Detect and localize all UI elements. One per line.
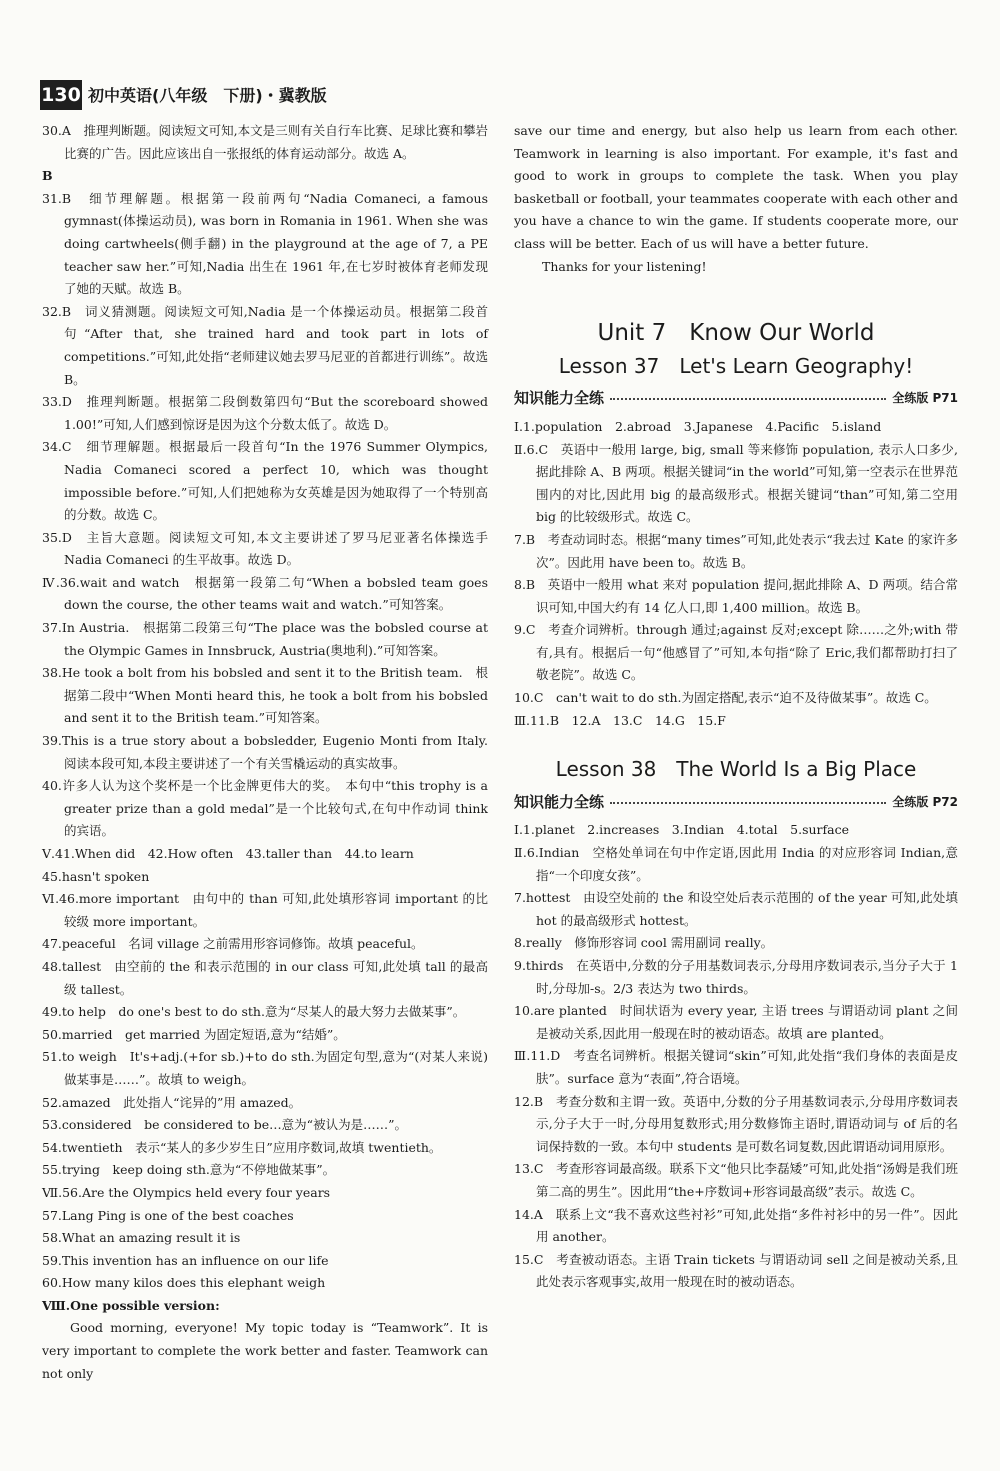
answer-item: 38.He took a bolt from his bobsled and sent it to the British team. 根据第二段中“When Monti heard this, he took a bolt from his bobsled and sent it to the British team.”可知答案。 (42, 665, 488, 726)
essay-paragraph: Thanks for your listening! (542, 258, 707, 274)
answer-item: 37.In Austria. 根据第二段第三句“The place was the bobsled course at the Olympic Games in Innsbruck, Austria(奥地利).”可知答案。 (42, 620, 488, 658)
unit-title: Unit 7 Know Our World (597, 320, 875, 347)
answer-item: Ⅵ.46.more important 由句中的 than 可知,此处填形容词 important 的比较级 more important。 (42, 891, 488, 929)
answer-item: 40.许多人认为这个奖杯是一个比金牌更伟大的奖。 本句中“this trophy is a greater prize than a gold medal”是一个比较句式,在句中作动词 think 的宾语。 (42, 778, 488, 839)
answer-item: 7.hottest 由设空处前的 the 和设空处后表示范围的 of the year 可知,此处填 hot 的最高级形式 hottest。 (514, 890, 958, 928)
answer-item: Ⅰ.1.population 2.abroad 3.Japanese 4.Pacific 5.island (514, 418, 882, 434)
answer-item: 9.thirds 在英语中,分数的分子用基数词表示,分母用序数词表示,当分子大于 1 时,分母加-s。2/3 表达为 two thirds。 (514, 958, 958, 996)
lesson-37-title: Lesson 37 Let's Learn Geography! (558, 353, 914, 378)
answer-item: 30.A 推理判断题。阅读短文可知,本文是三则有关自行车比赛、足球比赛和攀岩比赛的广告。因此应该出自一张报纸的体育运动部分。故选 A。 (42, 123, 488, 161)
answer-item: 52.amazed 此处指人“诧异的”用 amazed。 (42, 1094, 302, 1110)
answer-item: 49.to help do one's best to do sth.意为“尽某人的最大努力去做某事”。 (42, 1004, 466, 1020)
answer-item: 45.hasn't spoken (42, 868, 150, 884)
answer-item: 8.really 修饰形容词 cool 需用副词 really。 (514, 935, 774, 951)
answer-item: 35.D 主旨大意题。阅读短文可知,本文主要讲述了罗马尼亚著名体操选手 Nadia Comaneci 的生平故事。故选 D。 (42, 529, 488, 568)
answer-item: 12.B 考查分数和主谓一致。英语中,分数的分子用基数词表示,分母用序数词表示,分子大于一时,分母用复数形式;用分数修饰主语时,谓语动词与 of 后的名词保持数的一致。本句中 students 是可数名词复数,因此谓语动词用原形。 (514, 1093, 958, 1154)
answer-item: 9.C 考查介词辨析。through 通过;against 反对;except 除……之外;with 带有,具有。根据后一句“他感冒了”可知,本句指“除了 Eric,我们都帮助打扫了敬老院”。故选 C。 (514, 622, 958, 683)
lesson-38-answers (514, 819, 958, 1293)
answer-item: 54.twentieth 表示“某人的多少岁生日”应用序数词,故填 twentieth。 (42, 1139, 442, 1155)
answer-item: 7.B 考查动词时态。根据“many times”可知,此处表示“我去过 Kate 的家许多次”。因此用 have been to。故选 B。 (514, 531, 958, 570)
page-header (40, 80, 960, 110)
answer-item: 15.C 考查被动语态。主语 Train tickets 与谓语动词 sell 之间是被动关系,且此处表示客观事实,故用一般现在时的被动语态。 (514, 1251, 958, 1290)
answer-item: Ⅰ.1.planet 2.increases 3.Indian 4.total 5.surface (514, 822, 849, 838)
lesson-38-title: Lesson 38 The World Is a Big Place (555, 757, 917, 782)
section-ref: 全练版 P71 (892, 391, 958, 406)
section-ref: 全练版 P72 (892, 794, 958, 809)
answer-item: 50.married get married 为固定短语,意为“结婚”。 (42, 1026, 346, 1042)
answer-item: Ⅳ.36.wait and watch 根据第一段第二句“When a bobsled team goes down the course, the other teams wait and watch.”可知答案。 (42, 574, 488, 613)
answer-item: 8.B 英语中一般用 what 来对 population 提问,据此排除 A、D 两项。结合常识可知,中国大约有 14 亿人口,即 1,400 million。故选 B。 (514, 577, 958, 615)
answer-item: 51.to weigh It's+adj.(+for sb.)+to do sth.为固定句型,意为“(对某人来说)做某事是……”。故填 to weigh。 (42, 1049, 488, 1087)
answer-item: Ⅴ.41.When did 42.How often 43.taller than 44.to learn (42, 846, 414, 861)
answer-item: Ⅱ.6.Indian 空格处单词在句中作定语,因此用 India 的对应形容词 Indian,意指“一个印度女孩”。 (514, 845, 958, 883)
lesson-37-answers (514, 416, 958, 732)
answer-item: 39.This is a true story about a bobsledder, Eugenio Monti from Italy. 阅读本段可知,本段主要讲述了一个有关雪橇运动的真实故事。 (42, 733, 501, 771)
answer-item: 60.How many kilos does this elephant weigh (42, 1275, 326, 1291)
answer-item: 48.tallest 由空前的 the 和表示范围的 in our class 可知,此处填 tall 的最高级 tallest。 (42, 958, 488, 997)
answer-item: 59.This invention has an influence on our life (42, 1252, 329, 1268)
page-number: 130 (40, 80, 82, 110)
answer-item: 31.B 细节理解题。根据第一段前两句“Nadia Comaneci, a famous gymnast(体操运动员), was born in Romania in 1961. When she was doing cartwheels(侧手翻) in the playground at the age of 7, a PE teacher saw her.”可知,Nadia 出生在 1961 年,在七岁时被体育老师发现了她的天赋。故选 B。 (42, 190, 488, 297)
section-header-38 (514, 791, 958, 814)
answer-item: 10.C can't wait to do sth.为固定搭配,表示“迫不及待做某事”。故选 C。 (514, 690, 937, 706)
section-title: 知识能力全练 (514, 389, 605, 408)
answer-item: 58.What an amazing result it is (42, 1230, 241, 1246)
dotted-leader (610, 801, 886, 804)
answer-item: 47.peaceful 名词 village 之前需用形容词修饰。故填 peaceful。 (42, 936, 424, 952)
answer-item: Ⅷ.One possible version: (42, 1297, 220, 1313)
answer-item: 57.Lang Ping is one of the best coaches (42, 1207, 294, 1223)
answer-item: 55.trying keep doing sth.意为“不停地做某事”。 (42, 1162, 336, 1178)
section-header-37 (514, 387, 958, 410)
answer-item: Ⅲ.11.D 考查名词辨析。根据关键词“skin”可知,此处指“我们身体的表面是皮肤”。surface 意为“表面”,符合语境。 (514, 1048, 958, 1086)
answer-item: Good morning, everyone! My topic today is “Teamwork”. It is very important to complete the work better and faster. Teamwork can not only (42, 1320, 488, 1381)
answer-item: 14.A 联系上文“我不喜欢这些衬衫”可知,此处指“多件衬衫中的另一件”。因此用 another。 (514, 1206, 958, 1245)
answer-item: 34.C 细节理解题。根据最后一段首句“In the 1976 Summer Olympics, Nadia Comaneci scored a perfect 10, which was thought impossible before.”可知,人们把她称为女英雄是因为她取得了一个特别高的分数。故选 C。 (42, 439, 488, 523)
answer-item: Ⅱ.6.C 英语中一般用 large, big, small 等来修饰 population, 表示人口多少,据此排除 A、B 两项。根据关键词“in the world”可知,第一空表示在世界范围内的对比,因此用 big 的最高级形式。根据关键词“than”可知,第二空用 big 的比较级形式。故选 C。 (514, 441, 958, 525)
left-column (42, 120, 501, 1385)
dotted-leader (610, 397, 886, 400)
essay-continuation (514, 120, 958, 278)
answer-item: 33.D 推理判断题。根据第二段倒数第四句“But the scoreboard showed 1.00!”可知,人们感到惊讶是因为这个分数太低了。故选 D。 (42, 394, 488, 432)
answer-item: 13.C 考查形容词最高级。联系下文“他只比李磊矮”可知,此处指“汤姆是我们班第二高的男生”。因此用“the+序数词+形容词最高级”表示。故选 C。 (514, 1161, 958, 1199)
answer-item: 32.B 词义猜测题。阅读短文可知,Nadia 是一个体操运动员。根据第二段首句“After that, she trained hard and took part in lots of competitions.”可知,此处指“老师建议她去罗马尼亚的首都进行训练”。故选 B。 (42, 303, 488, 387)
book-title: 初中英语(八年级 下册)・冀教版 (88, 86, 327, 105)
answer-item: Ⅲ.11.B 12.A 13.C 14.G 15.F (514, 712, 726, 728)
answer-item: Ⅶ.56.Are the Olympics held every four years (42, 1184, 331, 1200)
essay-paragraph: save our time and energy, but also help us learn from each other. Teamwork in learning is also important. For example, it's fast and good to work in groups to complete the task. When you play basketball or football, your teammates cooperate with each other and you have a chance to win the game. If students cooperate more, our class will be better. Each of us will have a better future. (514, 123, 958, 251)
right-column (514, 120, 958, 1294)
answer-item: B (42, 168, 53, 184)
answer-item: 53.considered be considered to be…意为“被认为是……”。 (42, 1117, 407, 1133)
section-title: 知识能力全练 (514, 792, 605, 811)
answer-item: 10.are planted 时间状语为 every year, 主语 trees 与谓语动词 plant 之间是被动关系,因此用一般现在时的被动语态。故填 are planted。 (514, 1003, 958, 1041)
